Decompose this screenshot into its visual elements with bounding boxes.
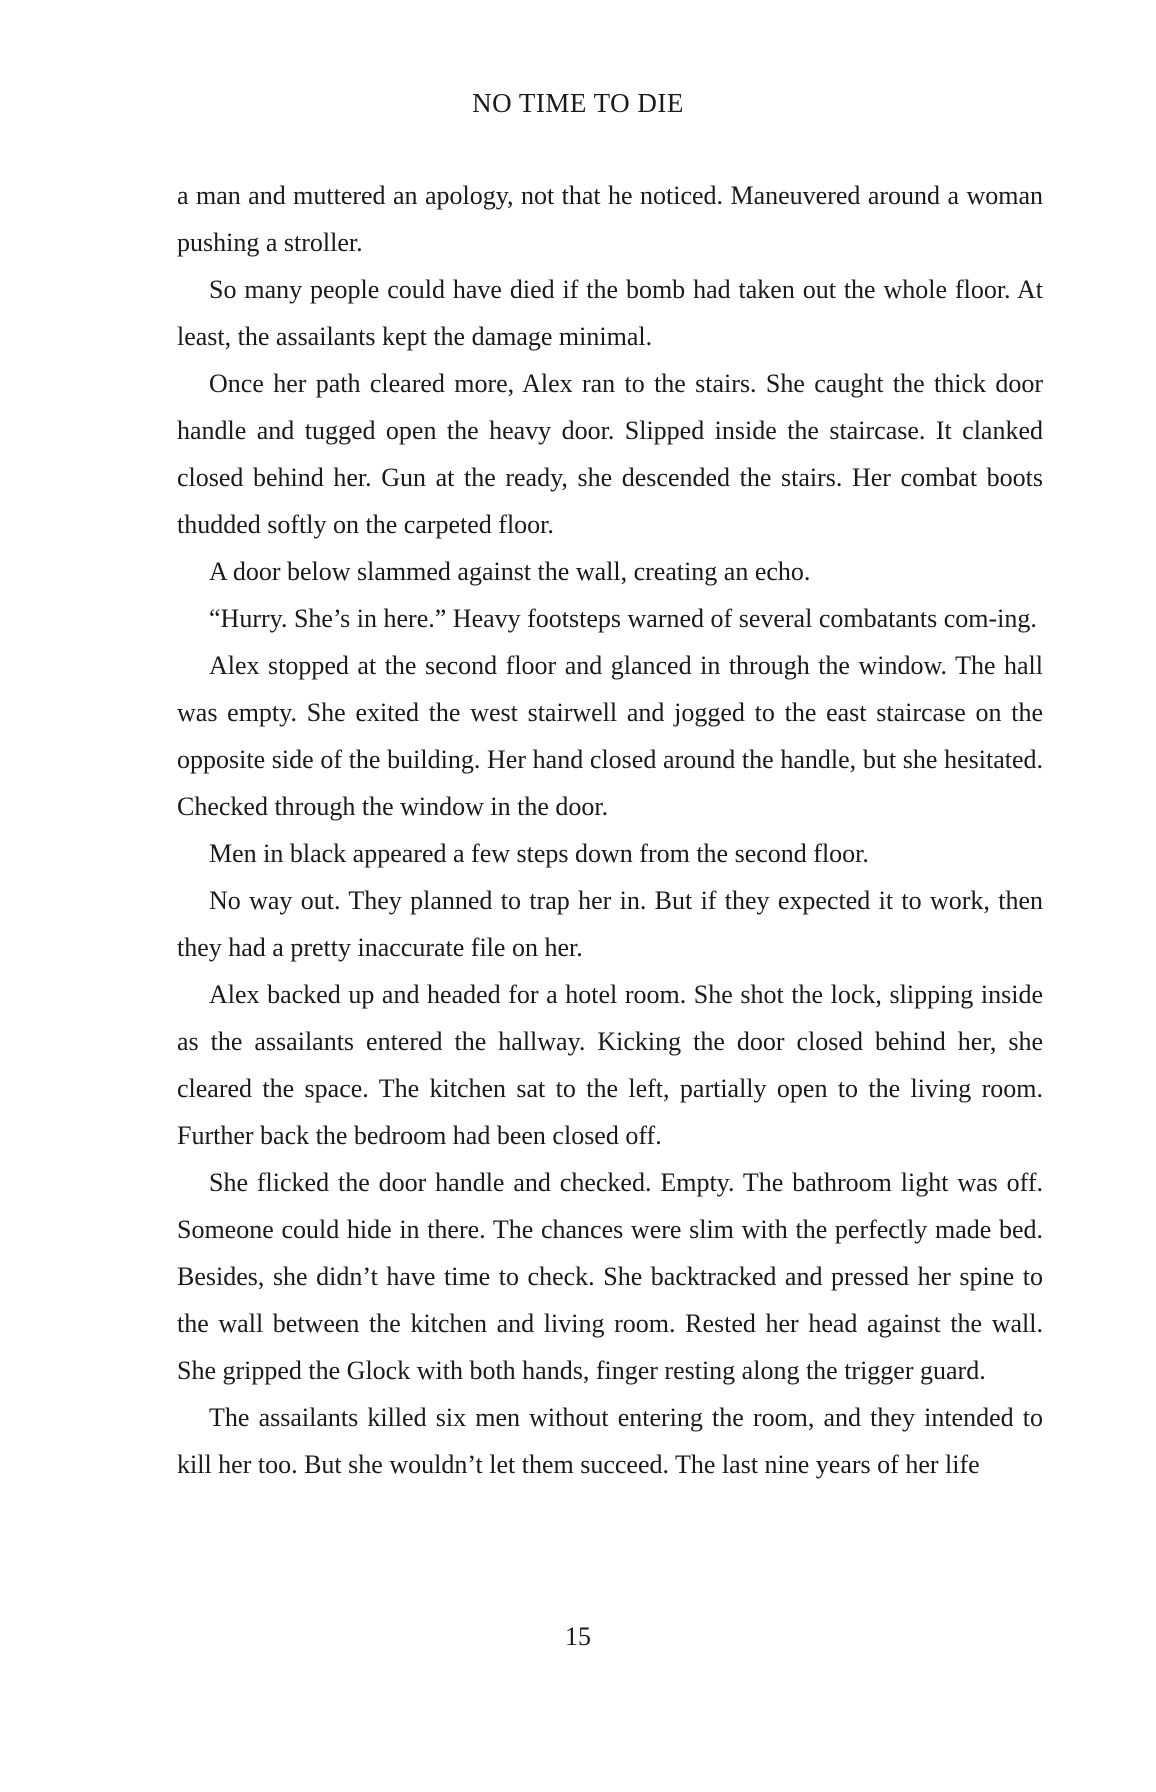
running-head-title: NO TIME TO DIE bbox=[472, 88, 684, 118]
paragraph: So many people could have died if the bomb had taken out the whole floor. At least, the assailants kept the damage minimal. bbox=[177, 275, 1043, 351]
paragraph: No way out. They planned to trap her in. But if they expected it to work, then they had a pretty inaccurate file on her. bbox=[177, 886, 1043, 962]
paragraph: Alex stopped at the second floor and glanced in through the window. The hall was empty. She exited the west stairwell and jogged to the east staircase on the opposite side of the building. Her hand closed around the handle, but she hesitated. Checked through the window in the door. bbox=[177, 651, 1043, 821]
paragraph: Men in black appeared a few steps down from the second floor. bbox=[209, 839, 869, 868]
paragraph: She flicked the door handle and checked. Empty. The bathroom light was off. Someone could hide in there. The chances were slim with the perfectly made bed. Besides, she didn’t have time to check. She backtracked and pressed her spine to the wall between the kitchen and living room. Rested her head against the wall. She gripped the Glock with both hands, finger resting along the trigger guard. bbox=[177, 1168, 1043, 1385]
paragraph: Once her path cleared more, Alex ran to the stairs. She caught the thick door handle and tugged open the heavy door. Slipped inside the staircase. It clanked closed behind her. Gun at the ready, she descended the stairs. Her combat boots thudded softly on the carpeted floor. bbox=[177, 369, 1043, 539]
page-number: 15 bbox=[565, 1622, 591, 1651]
paragraph: a man and muttered an apology, not that he noticed. Maneuvered around a woman pushing a stroller. bbox=[177, 181, 1043, 257]
paragraph: The assailants killed six men without entering the room, and they intended to kill her too. But she wouldn’t let them succeed. The last nine years of her life bbox=[177, 1403, 1043, 1479]
paragraph: Alex backed up and headed for a hotel room. She shot the lock, slipping inside as the assailants entered the hallway. Kicking the door closed behind her, she cleared the space. The kitchen sat to the left, partially open to the living room. Further back the bedroom had been closed off. bbox=[177, 980, 1043, 1150]
paragraph: A door below slammed against the wall, creating an echo. bbox=[209, 557, 811, 586]
body-text bbox=[177, 172, 1043, 1488]
paragraph: “Hurry. She’s in here.” Heavy footsteps warned of several combatants com-ing. bbox=[209, 604, 1037, 633]
